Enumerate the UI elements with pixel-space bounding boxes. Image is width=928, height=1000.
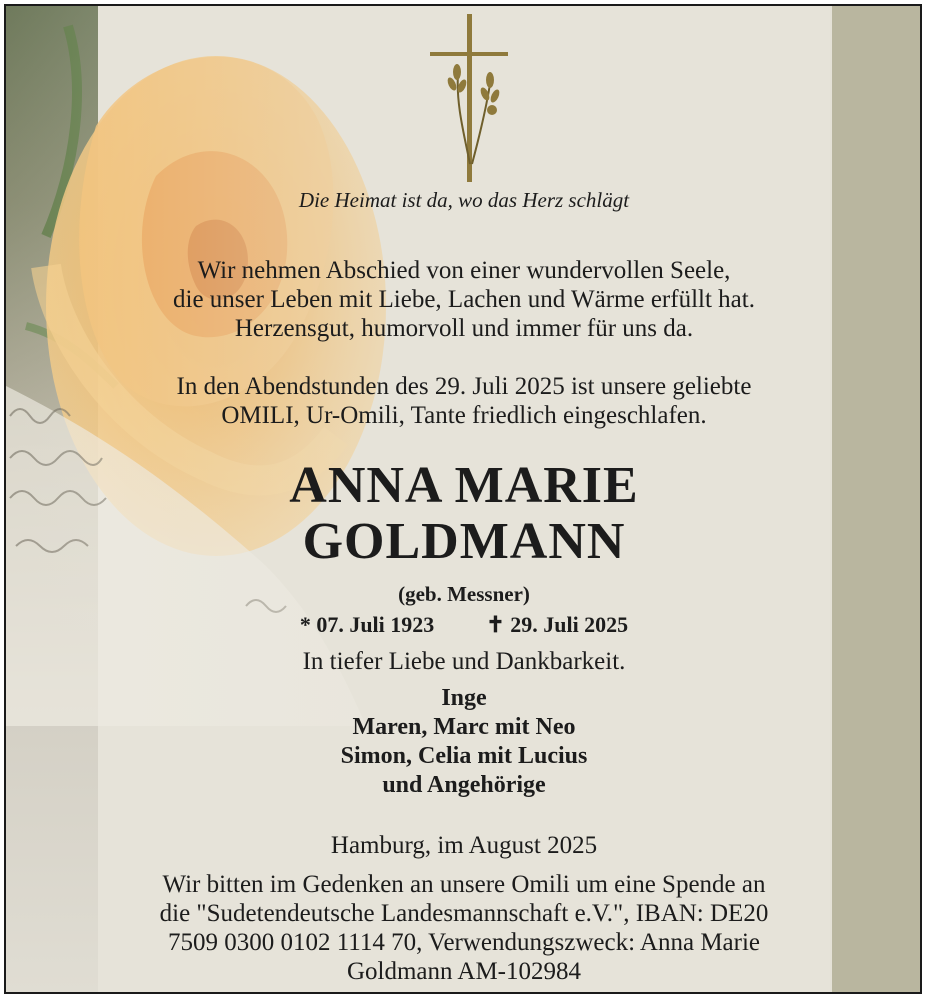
maiden-name: (geb. Messner) bbox=[398, 582, 530, 606]
life-dates bbox=[98, 612, 830, 638]
mourners-list bbox=[98, 684, 830, 800]
deceased-name bbox=[98, 458, 830, 570]
closing-line: In tiefer Liebe und Dankbarkeit. bbox=[302, 648, 626, 675]
motto: Die Heimat ist da, wo das Herz schlägt bbox=[298, 188, 630, 212]
passing-line: In den Abendstunden des 29. Juli 2025 ist unsere geliebte bbox=[176, 373, 752, 400]
mourner-entry: Maren, Marc mit Neo bbox=[352, 714, 576, 740]
passing-paragraph bbox=[98, 372, 830, 430]
right-color-band bbox=[832, 6, 920, 992]
mourner-entry: Inge bbox=[441, 685, 487, 711]
first-names: ANNA MARIE bbox=[289, 457, 639, 514]
farewell-line: die unser Leben mit Liebe, Lachen und Wärme erfüllt hat. bbox=[173, 286, 755, 313]
donation-line: die "Sudetendeutsche Landesmannschaft e.V.", IBAN: DE20 bbox=[159, 900, 769, 927]
donation-line: Goldmann AM-102984 bbox=[346, 958, 582, 985]
death-date: ✝ 29. Juli 2025 bbox=[486, 612, 629, 637]
mourner-entry: Simon, Celia mit Lucius bbox=[340, 743, 588, 769]
birth-date: * 07. Juli 1923 bbox=[299, 612, 435, 637]
place-date: Hamburg, im August 2025 bbox=[330, 832, 598, 859]
donation-line: Wir bitten im Gedenken an unsere Omili um eine Spende an bbox=[162, 871, 766, 898]
obituary-text bbox=[98, 6, 830, 992]
farewell-paragraph bbox=[98, 256, 830, 343]
surname: GOLDMANN bbox=[302, 513, 626, 570]
obituary-notice bbox=[4, 4, 922, 994]
mourner-entry: und Angehörige bbox=[382, 772, 546, 798]
donation-request bbox=[98, 870, 830, 986]
farewell-line: Herzensgut, humorvoll und immer für uns da. bbox=[234, 315, 694, 342]
donation-line: 7509 0300 0102 1114 70, Verwendungszweck: Anna Marie bbox=[167, 929, 761, 956]
passing-line: OMILI, Ur-Omili, Tante friedlich eingeschlafen. bbox=[221, 402, 707, 429]
farewell-line: Wir nehmen Abschied von einer wundervollen Seele, bbox=[197, 257, 731, 284]
